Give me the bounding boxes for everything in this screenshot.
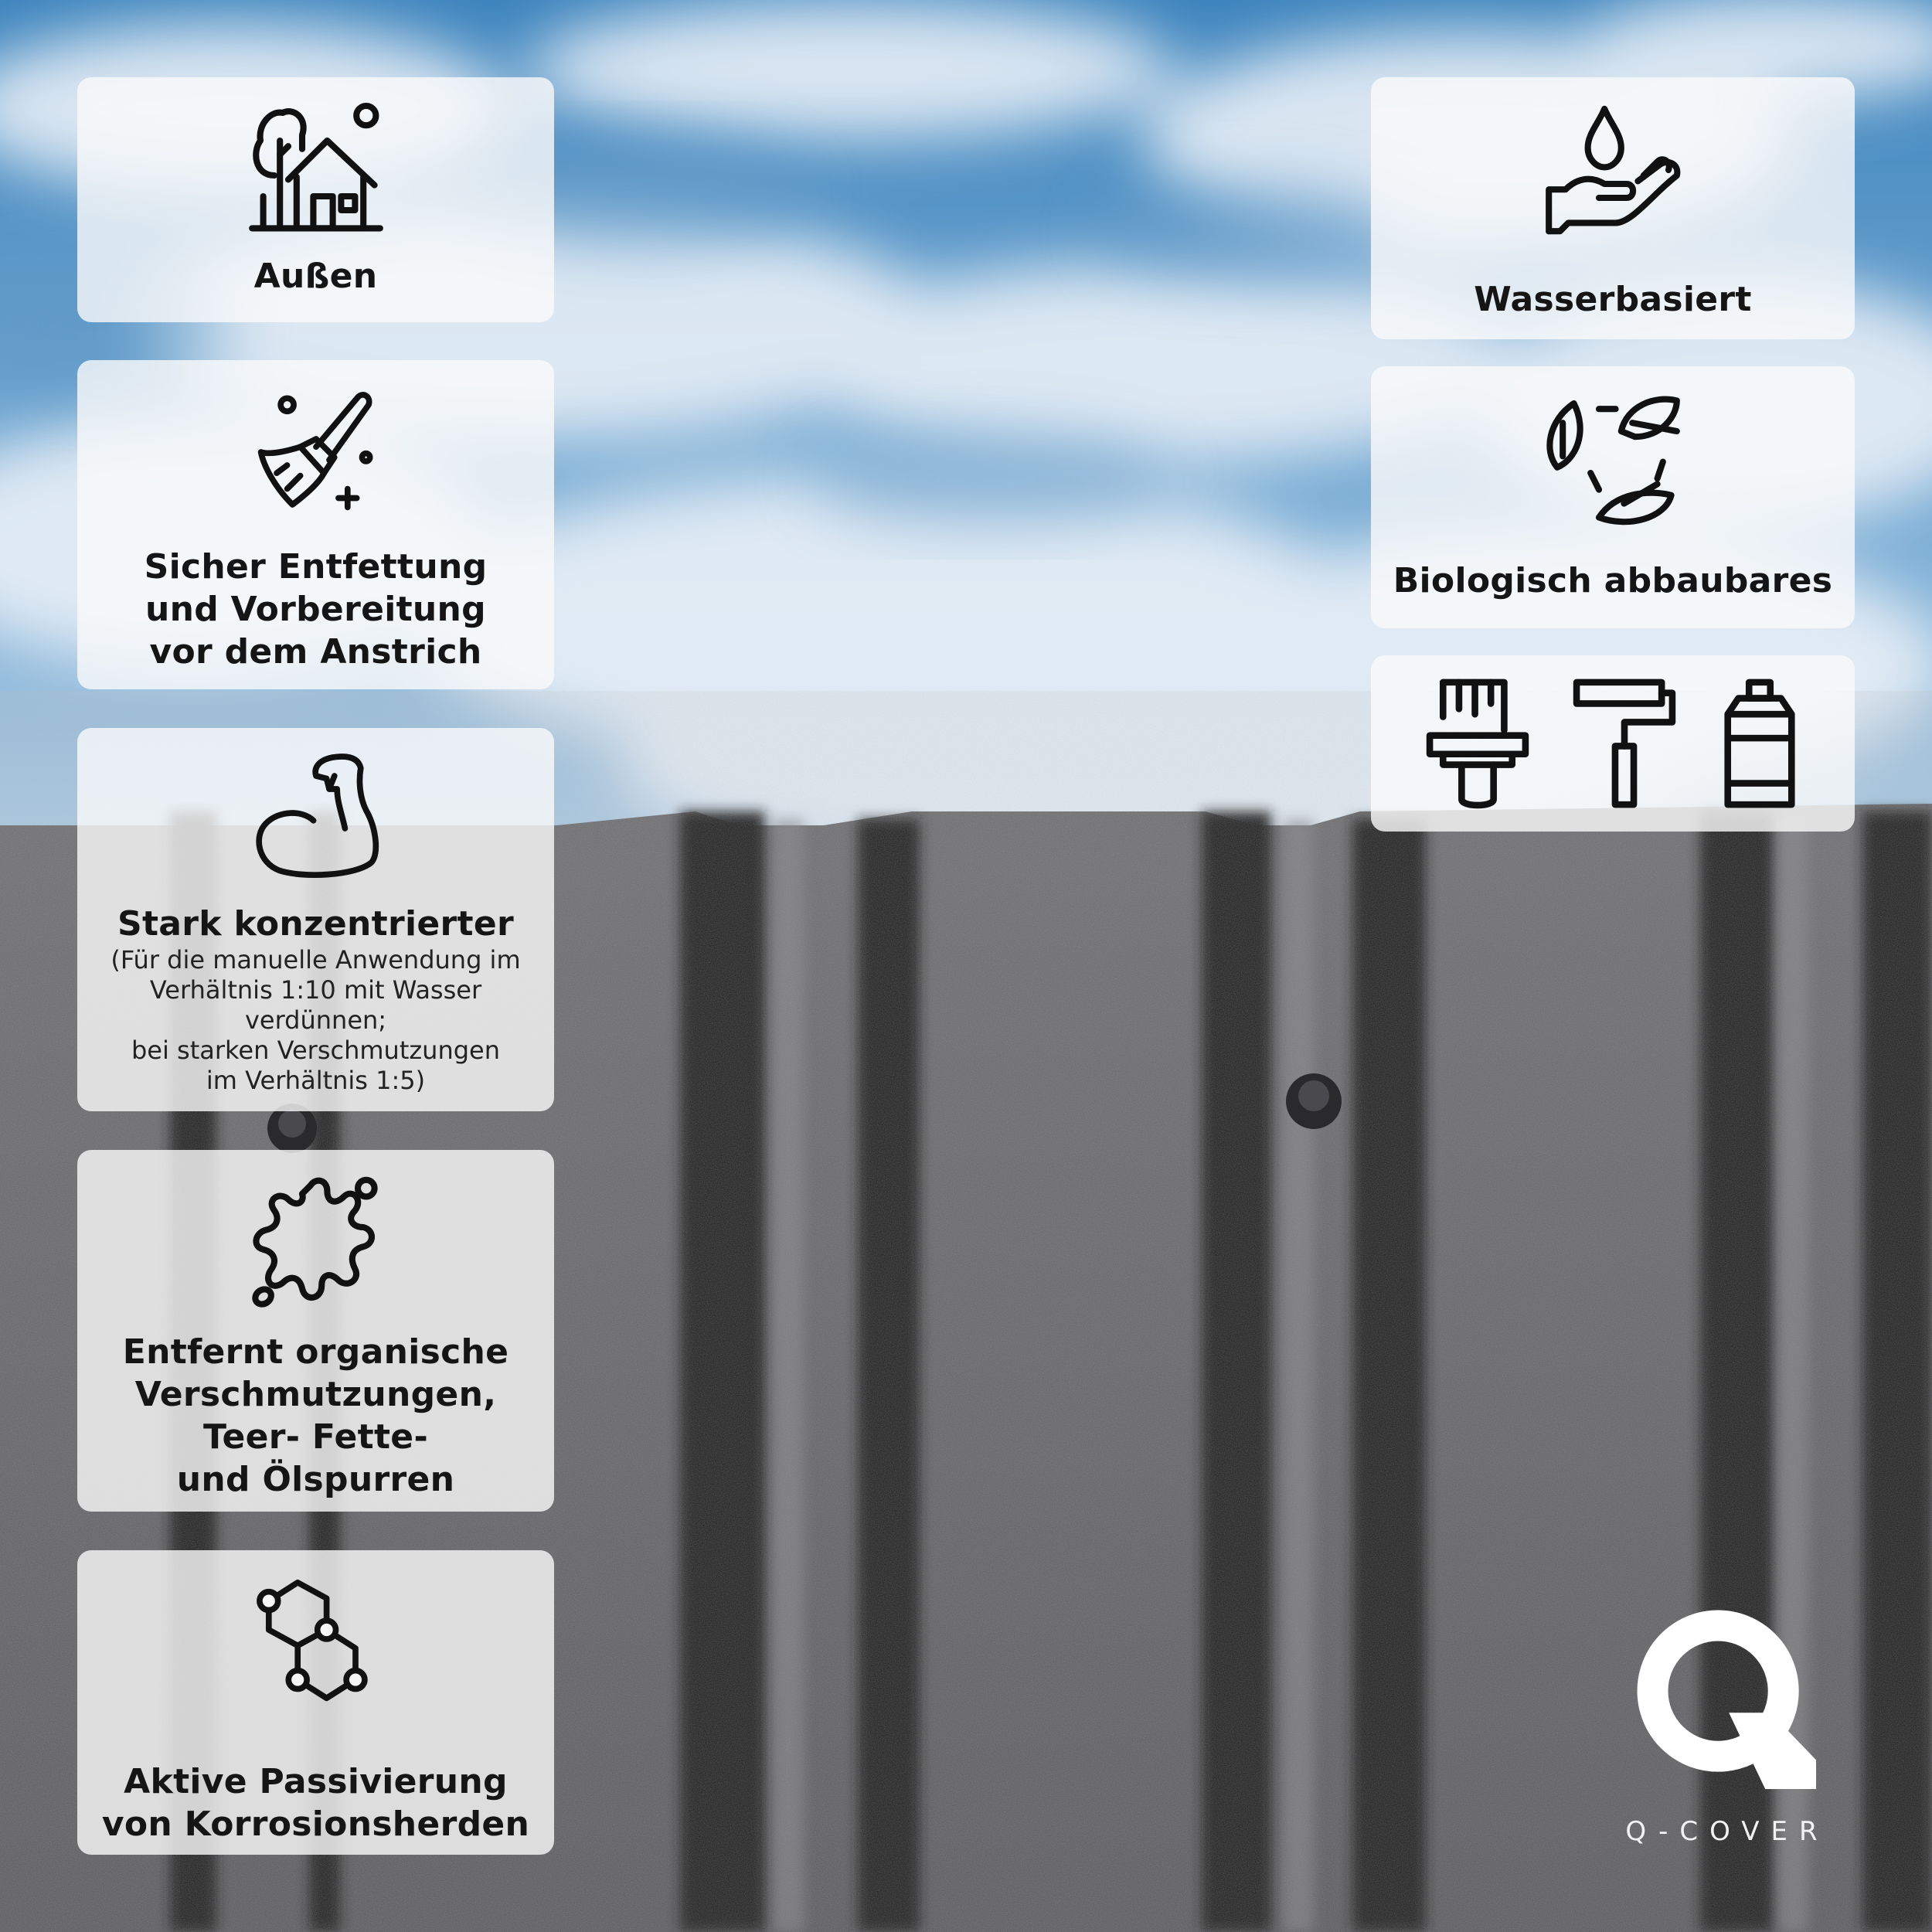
splash-icon — [247, 1172, 386, 1311]
hand-water-drop-icon — [1543, 100, 1682, 240]
brand-name: Q-COVER — [1625, 1816, 1829, 1847]
feature-card-passivation — [77, 1550, 554, 1855]
feature-card-water-based — [1371, 77, 1855, 339]
cleaning-brush-icon — [247, 386, 386, 518]
feature-title-outdoor: Außen — [253, 257, 378, 296]
application-methods-card — [1371, 655, 1855, 832]
molecule-icon — [250, 1573, 382, 1713]
paint-brush-icon — [1423, 677, 1532, 810]
feature-title-degreasing: Sicher Entfettung und Vorbereitung vor dem Anstrich — [144, 547, 488, 672]
recycle-leaves-icon — [1543, 389, 1682, 529]
paint-roller-icon — [1570, 677, 1679, 810]
feature-card-concentrate — [77, 728, 554, 1111]
flexed-arm-icon — [247, 750, 386, 881]
feature-title-passivation: Aktive Passivierung von Korrosionsherden — [101, 1762, 530, 1844]
feature-title-concentrate: Stark konzentrierter — [117, 904, 515, 944]
feature-card-outdoor — [77, 77, 554, 322]
feature-card-degreasing — [77, 360, 554, 689]
feature-title-water-based: Wasserbasiert — [1474, 280, 1752, 319]
house-tree-sun-icon — [247, 99, 386, 238]
spray-can-icon — [1717, 677, 1802, 810]
feature-title-biodegradable: Biologisch abbaubares — [1393, 561, 1833, 600]
feature-card-organic — [77, 1150, 554, 1512]
feature-note-concentrate: (Für die manuelle Anwendung im Verhältnis 1:10 mit Wasser verdünnen; bei starken Verschmutzungen im Verhältnis 1:5) — [111, 945, 521, 1095]
feature-title-organic: Entfernt organische Verschmutzungen, Teer- Fette- und Ölspurren — [122, 1332, 509, 1499]
brand-logo-icon — [1634, 1607, 1816, 1789]
feature-card-biodegradable — [1371, 366, 1855, 628]
